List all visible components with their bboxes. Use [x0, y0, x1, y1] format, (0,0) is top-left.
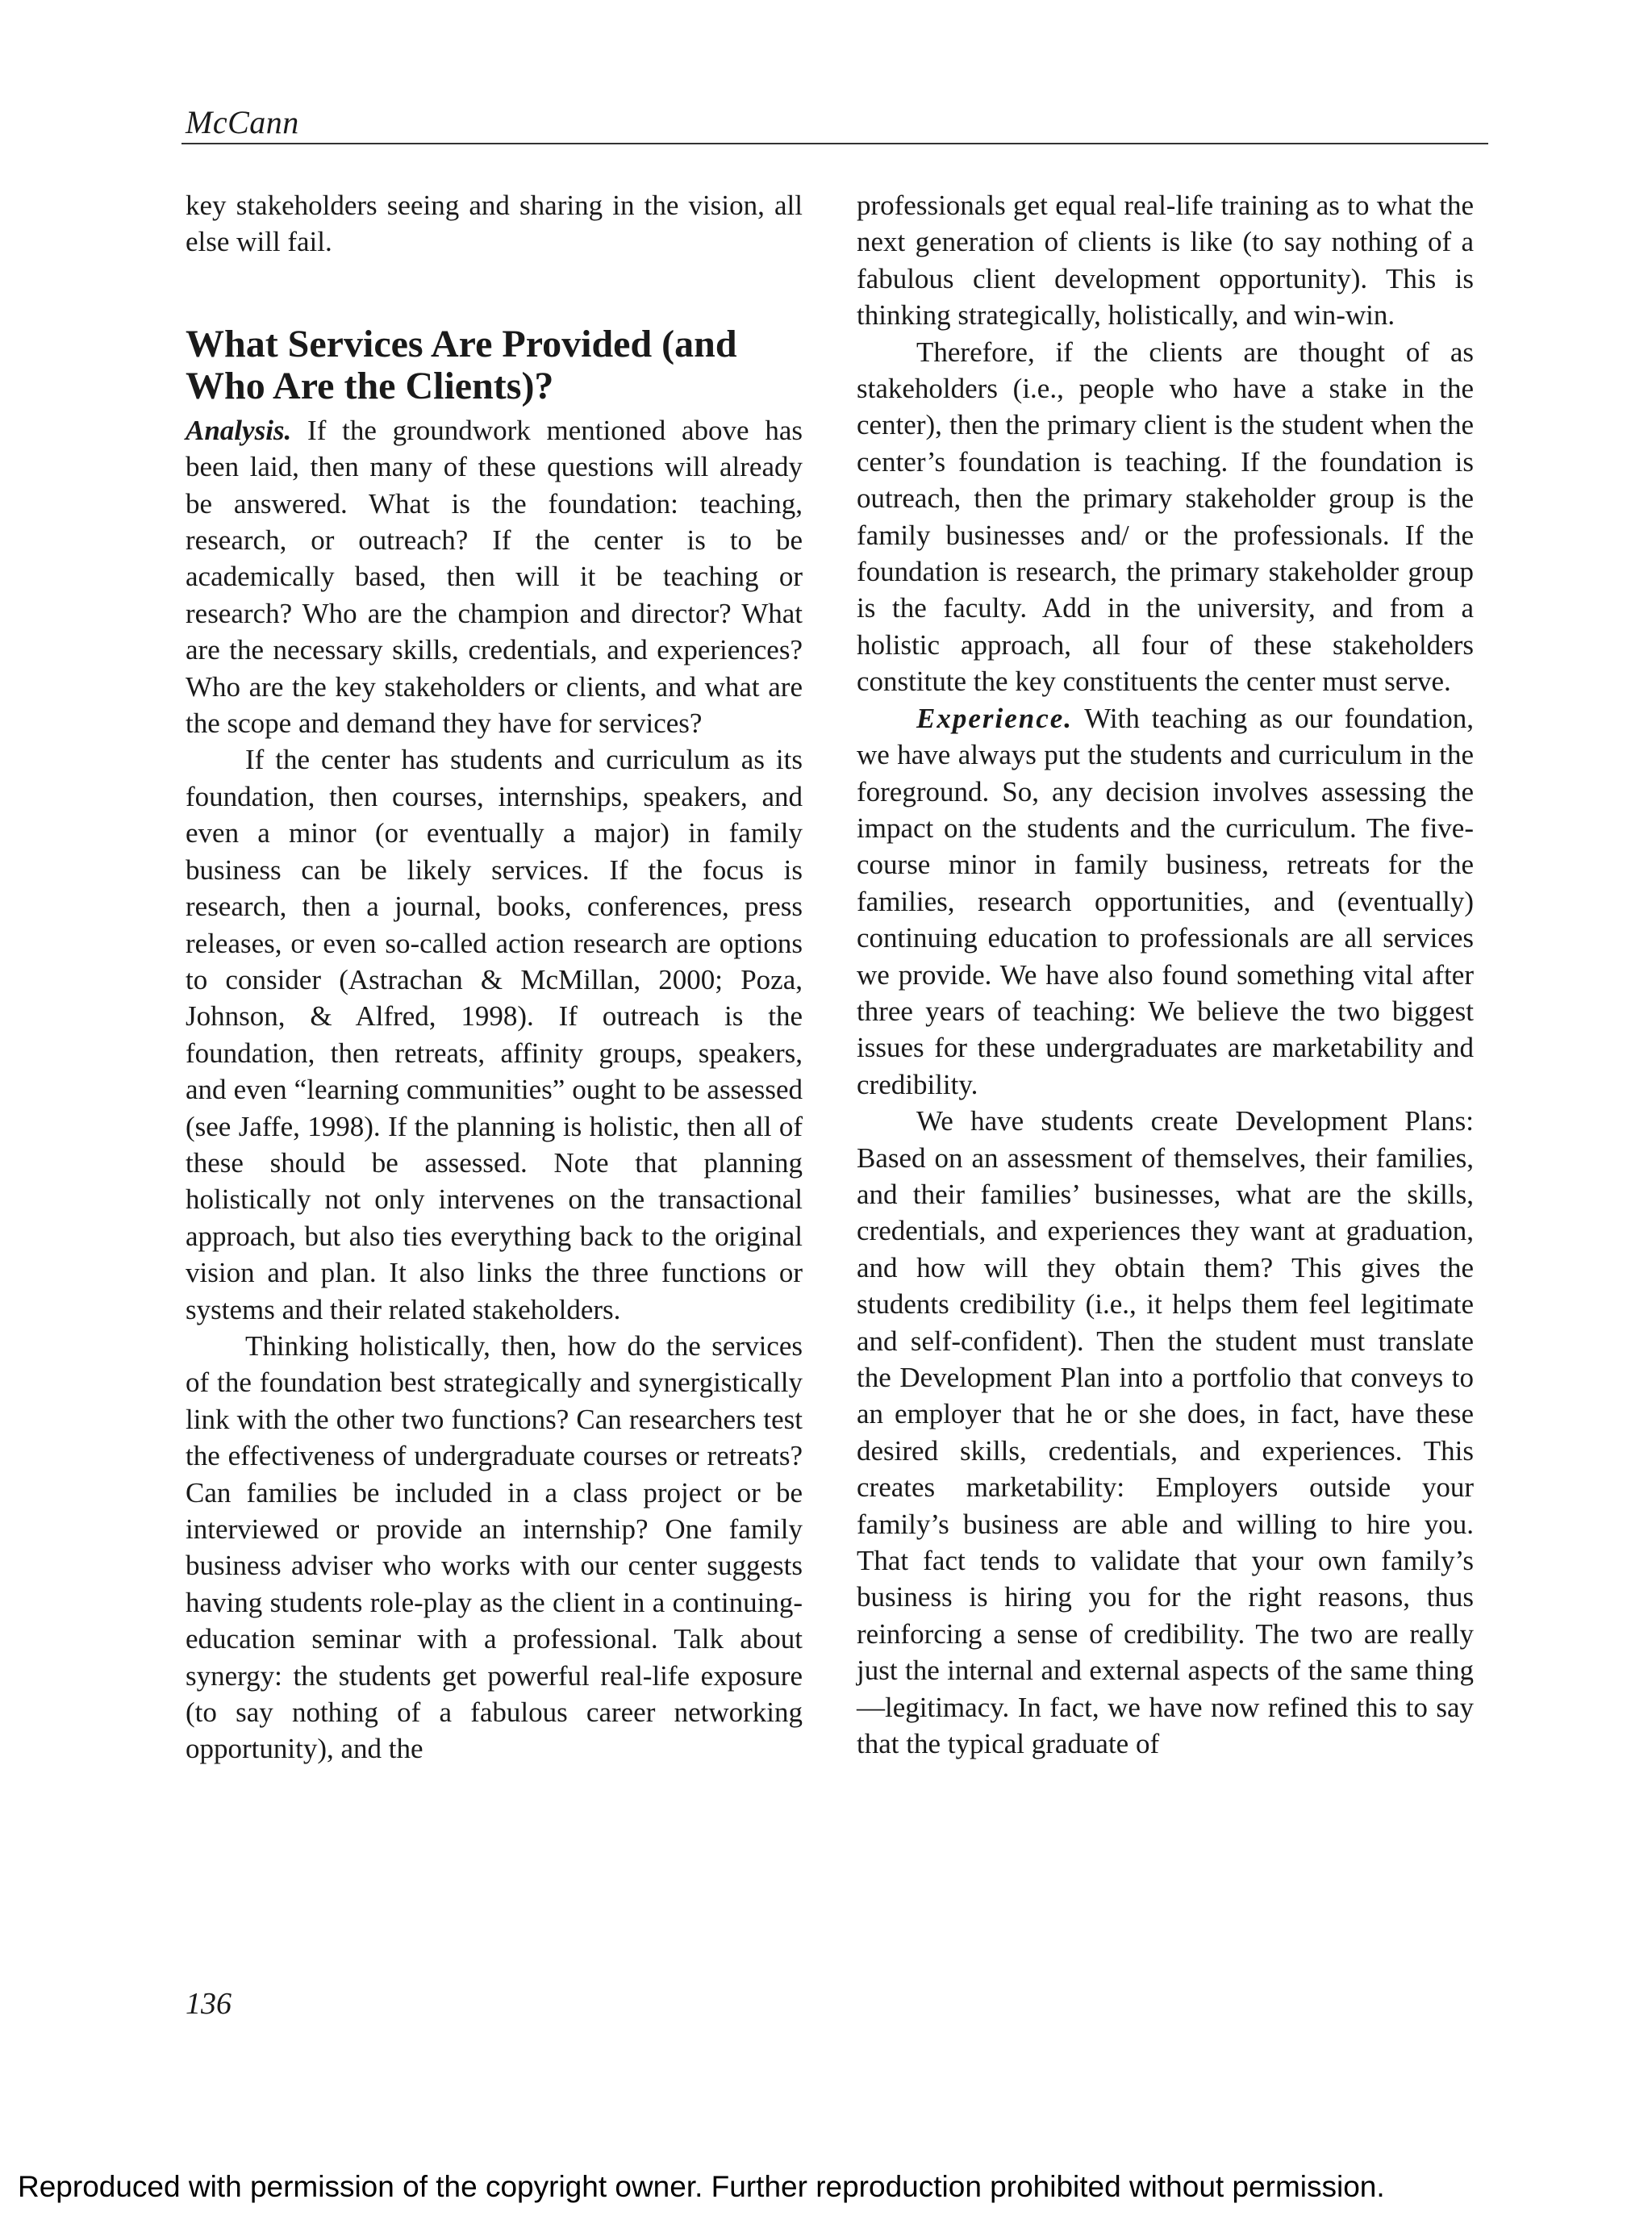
run-in-heading: Experience.	[916, 702, 1074, 734]
section-heading: What Services Are Provided (and Who Are the Clients)?	[186, 322, 737, 407]
paragraph: key stakeholders seeing and sharing in the vision, all else will fail.	[186, 190, 803, 258]
right-column	[857, 187, 1474, 1762]
run-in-heading: Analysis.	[186, 414, 292, 446]
paragraph-text: If the groundwork mentioned above has been laid, then many of these questions will already be answered. What is the foundation: teaching, research, or outreach? If the center is to be academically based, then will it be teaching or research? Who are the champion and director? What are the necessary skills, credentials, and experiences? Who are the key stakeholders or clients, and what are the scope and demand they have for services?	[186, 414, 803, 740]
paragraph: We have students create Development Plans: Based on an assessment of themselves, their families, and their families’ businesses, what are the skills, credentials, and experiences they want at graduation, and how will they obtain them? This gives the students credibility (i.e., it helps them feel legitimate and self-confident). Then the student must translate the Development Plan into a portfolio that conveys to an employer that he or she does, in fact, have these desired skills, credentials, and experiences. This creates marketability: Employers outside your family’s business are able and willing to hire you. That fact tends to validate that your own family’s business is hiring you for the right reasons, thus reinforcing a sense of credibility. The two are really just the internal and external aspects of the same thing—legitimacy. In fact, we have now refined this to say that the typical graduate of	[857, 1105, 1474, 1760]
copyright-notice: Reproduced with permission of the copyright owner. Further reproduction prohibited without permission.	[18, 2170, 1385, 2203]
paragraph	[186, 412, 803, 742]
left-column	[186, 187, 803, 1767]
paragraph	[857, 700, 1474, 1103]
page-number: 136	[186, 1987, 232, 2021]
running-head: McCann	[186, 104, 299, 140]
paragraph: Thinking holistically, then, how do the services of the foundation best strategically and synergistically link with the other two functions? Can researchers test the effectiveness of undergraduate courses or retreats? Can families be included in a class project or be interviewed or provide an internship? One family business adviser who works with our center suggests having students role-play as the client in a continuing-education seminar with a professional. Talk about synergy: the students get powerful real-life exposure (to say nothing of a fabulous career networking opportunity), and the	[186, 1329, 803, 1765]
header-rule	[181, 143, 1488, 144]
paragraph-text: With teaching as our foundation, we have always put the students and curriculum in the foreground. So, any decision involves assessing the impact on the students and the curriculum. The five-course minor in family business, retreats for the families, research opportunities, and (eventually) continuing education to professionals are all services we provide. We have also found something vital after three years of teaching: We believe the two biggest issues for these undergraduates are marketability and credibility.	[857, 702, 1474, 1100]
paragraph: professionals get equal real-life training as to what the next generation of clients is like (to say nothing of a fabulous client development opportunity). This is thinking strategically, holistically, and win-win.	[857, 190, 1474, 332]
paragraph: If the center has students and curriculum as its foundation, then courses, internships, speakers, and even a minor (or eventually a major) in family business can be likely services. If the focus is research, then a journal, books, conferences, press releases, or even so-called action research are options to consider (Astrachan & McMillan, 2000; Poza, Johnson, & Alfred, 1998). If outreach is the foundation, then retreats, affinity groups, speakers, and even “learning communities” ought to be assessed (see Jaffe, 1998). If the planning is holistic, then all of these should be assessed. Note that planning holistically not only intervenes on the transactional approach, but also ties everything back to the original vision and plan. It also links the three functions or systems and their related stakeholders.	[186, 744, 803, 1325]
paragraph: Therefore, if the clients are thought of as stakeholders (i.e., people who have a stake in the center), then the primary client is the student when the center’s foundation is teaching. If the foundation is outreach, then the primary stakeholder group is the family businesses and/ or the professionals. If the foundation is research, the primary stakeholder group is the faculty. Add in the university, and from a holistic approach, all four of these stakeholders constitute the key constituents the center must serve.	[857, 336, 1474, 698]
